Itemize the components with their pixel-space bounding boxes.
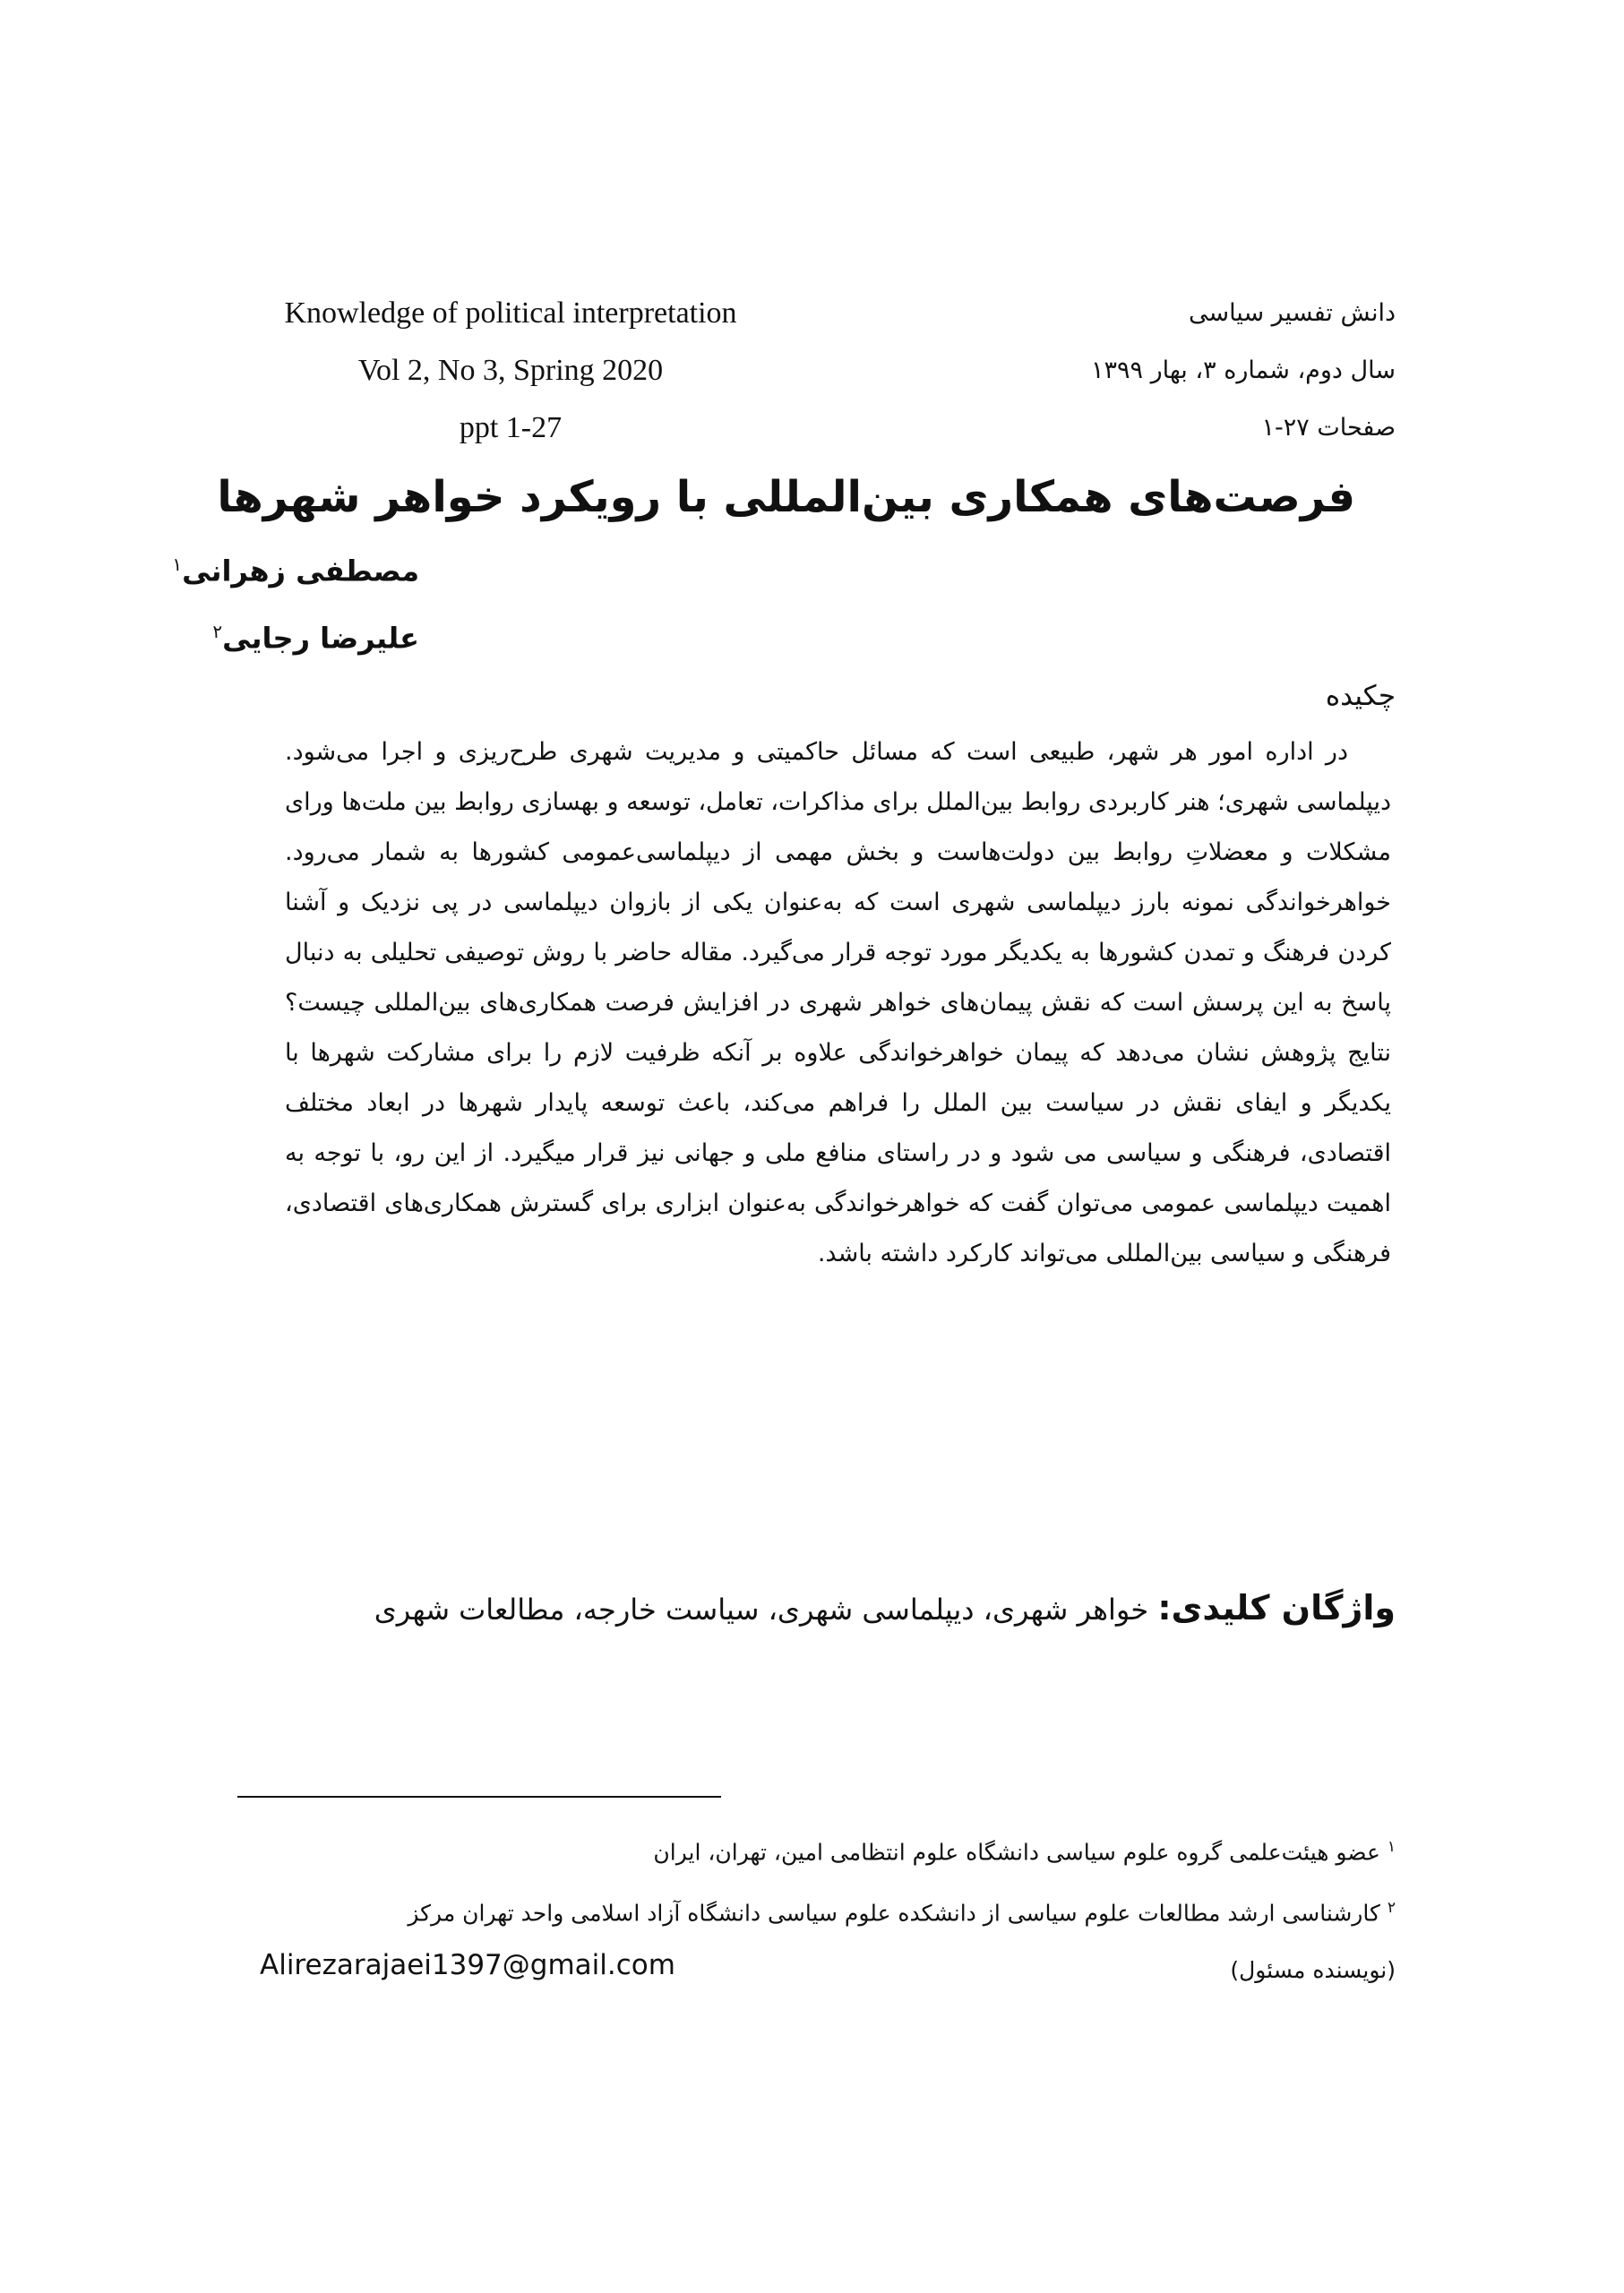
keywords bbox=[285, 1581, 1396, 1636]
keywords-list: خواهر شهری، دیپلماسی شهری، سیاست خارجه، مطالعات شهری bbox=[374, 1593, 1158, 1627]
english-header bbox=[251, 285, 770, 457]
footnote-mark: ۲ bbox=[1387, 1899, 1396, 1917]
keywords-label: واژگان کلیدی: bbox=[1157, 1588, 1396, 1627]
footnote-2 bbox=[408, 1888, 1396, 1933]
persian-header bbox=[1019, 285, 1396, 457]
article-title: فرصت‌های همکاری بین‌المللی با رویکرد خواهر شهرها bbox=[217, 472, 1355, 522]
author-name: مصطفی زهرانی bbox=[182, 554, 419, 588]
abstract-heading: چکیده bbox=[1325, 680, 1396, 712]
issue-en: Vol 2, No 3, Spring 2020 bbox=[357, 354, 664, 387]
journal-name-en: Knowledge of political interpretation bbox=[284, 296, 737, 330]
author-2 bbox=[212, 609, 419, 661]
footnote-divider bbox=[237, 1796, 721, 1798]
author-email: Alirezarajaei1397@gmail.com bbox=[260, 1949, 675, 1981]
footnote-text: عضو هیئت‌علمی گروه علوم سیاسی دانشگاه علوم انتظامی امین، تهران، ایران bbox=[653, 1839, 1388, 1866]
footnote-mark: ۱ bbox=[1387, 1838, 1396, 1856]
abstract-text: در اداره امور هر شهر، طبیعی است که مسائل حاکمیتی و مدیریت شهری طرح‌ریزی و اجرا می‌شود. دیپلماسی شهری؛ هنر کاربردی روابط بین‌الملل برای مذاکرات، تعامل، توسعه و بهسازی روابط بین ملت‌ها ورای مشکلات و معضلاتِ روابط بین دولت‌هاست و بخش مهمی از دیپلماسی‌عمومی کشورها به شمار می‌رود. خواهرخواندگی نمونه بارز دیپلماسی شهری است که به‌عنوان یکی از بازوان دیپلماسی در پی نزدیک و آشنا کردن فرهنگ و تمدن کشورها به یکدیگر مورد توجه قرار می‌گیرد. مقاله حاضر با روش توصیفی تحلیلی به دنبال پاسخ به این پرسش است که نقش پیمان‌های خواهر شهری در افزایش فرصت همکاری‌های بین‌المللی چیست؟ نتایج پژوهش نشان می‌دهد که پیمان خواهرخواندگی علاوه بر آنکه ظرفیت لازم را برای مشارکت شهرها با یکدیگر و ایفای نقش در سیاست بین الملل را فراهم می‌کند، باعث توسعه پایدار شهرها در ابعاد مختلف اقتصادی، فرهنگی و سیاسی می شود و در راستای منافع ملی و جهانی نیز قرار میگیرد. از این رو، با توجه به اهمیت دیپلماسی عمومی می‌توان گفت که خواهرخواندگی به‌عنوان ابزاری برای گسترش همکاری‌های اقتصادی، فرهنگی و سیاسی بین‌المللی می‌تواند کارکرد داشته باشد. bbox=[285, 738, 1391, 1267]
footnote-text: کارشناسی ارشد مطالعات علوم سیاسی از دانشکده علوم سیاسی دانشگاه آزاد اسلامی واحد تهران مرکز bbox=[408, 1900, 1388, 1927]
journal-name-fa: دانش تفسیر سیاسی bbox=[1188, 299, 1396, 327]
pages-fa: صفحات ۲۷-۱ bbox=[1261, 414, 1396, 442]
author-footnote-mark: ۱ bbox=[172, 554, 183, 575]
author-footnote-mark: ۲ bbox=[212, 621, 223, 642]
corresponding-author-label: (نویسنده مسئول) bbox=[1230, 1957, 1396, 1983]
author-1 bbox=[172, 542, 419, 594]
footnote-1 bbox=[653, 1827, 1396, 1872]
pages-en: ppt 1-27 bbox=[459, 411, 563, 444]
issue-fa: سال دوم، شماره ۳، بهار ۱۳۹۹ bbox=[1091, 356, 1396, 384]
author-name: علیرضا رجایی bbox=[222, 621, 419, 656]
